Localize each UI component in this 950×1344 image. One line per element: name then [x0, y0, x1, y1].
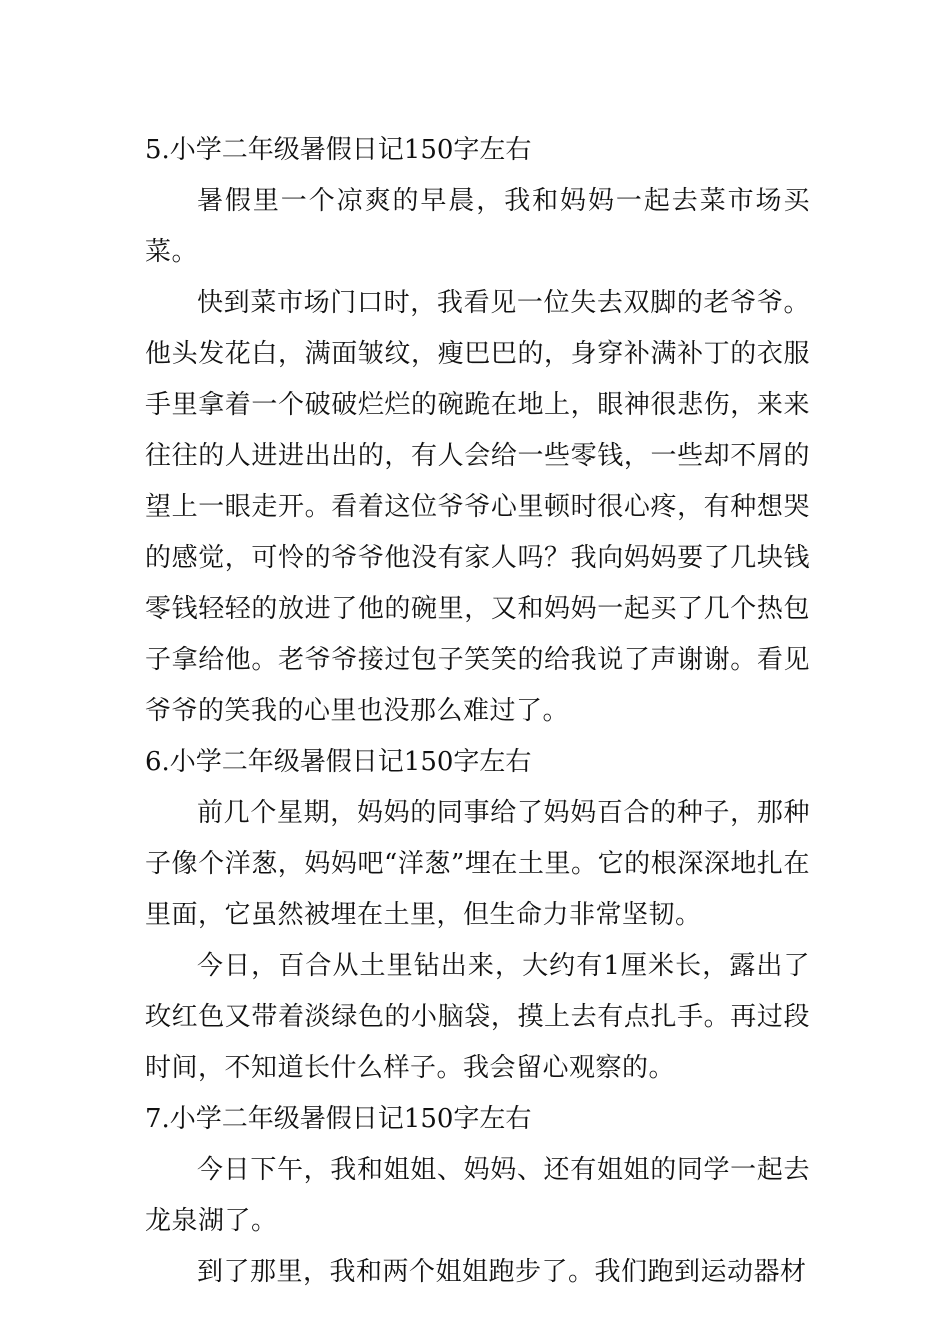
- paragraph: 快到菜市场门口时，我看见一位失去双脚的老爷爷。他头发花白，满面皱纹，瘦巴巴的，身穿补满补丁的衣服手里拿着一个破破烂烂的碗跪在地上，眼神很悲伤，来来往往的人进进出出的，有人会给一些零钱，一些却不屑的望上一眼走开。看着这位爷爷心里顿时很心疼，有种想哭的感觉，可怜的爷爷他没有家人吗？我向妈妈要了几块钱零钱轻轻的放进了他的碗里，又和妈妈一起买了几个热包子拿给他。老爷爷接过包子笑笑的给我说了声谢谢。看见爷爷的笑我的心里也没那么难过了。: [145, 288, 810, 726]
- paragraph: 前几个星期，妈妈的同事给了妈妈百合的种子，那种子像个洋葱，妈妈吧“洋葱”埋在土里。它的根深深地扎在里面，它虽然被埋在土里，但生命力非常坚韧。: [145, 798, 810, 930]
- diary-section-7: [145, 1094, 810, 1298]
- section-heading: 7.小学二年级暑假日记150字左右: [145, 1104, 532, 1134]
- paragraph: 到了那里，我和两个姐姐跑步了。我们跑到运动器材: [197, 1257, 807, 1287]
- diary-section-5: [145, 125, 810, 737]
- diary-section-6: [145, 737, 810, 1094]
- section-heading: 5.小学二年级暑假日记150字左右: [145, 135, 532, 165]
- document-body: [145, 125, 810, 1298]
- paragraph: 今日下午，我和姐姐、妈妈、还有姐姐的同学一起去龙泉湖了。: [145, 1155, 810, 1236]
- section-heading: 6.小学二年级暑假日记150字左右: [145, 747, 532, 777]
- paragraph: 暑假里一个凉爽的早晨，我和妈妈一起去菜市场买菜。: [145, 186, 810, 267]
- paragraph: 今日，百合从土里钻出来，大约有1厘米长，露出了玫红色又带着淡绿色的小脑袋，摸上去有点扎手。再过段时间，不知道长什么样子。我会留心观察的。: [145, 951, 810, 1083]
